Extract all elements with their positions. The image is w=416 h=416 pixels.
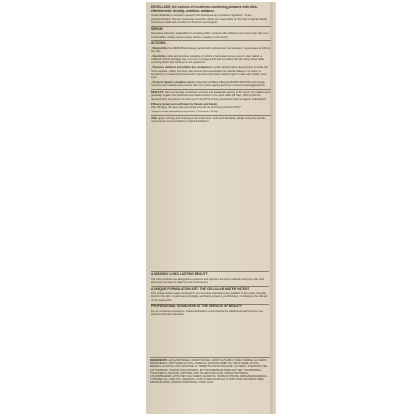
use-paragraph bbox=[151, 117, 271, 124]
ingredients-section bbox=[150, 356, 270, 384]
footnote: *Usage test under dermatological supervision, 27 volunteers, 56 days bbox=[151, 110, 219, 113]
serum-body: Nourishes intensely, redensifies for a lasting effect, restores skin radiance and more even skin tone. Comfortable, velvety serum-cream texture, powdery to the touch. bbox=[151, 32, 270, 39]
use-body: apply morning and evening to the entire face, neck and décolleté, ideally using the specific movements recommended by Institut Esthederm. bbox=[151, 116, 266, 124]
actions-heading: ACTIONS: bbox=[151, 41, 167, 46]
mission-body: Our care products are designed to preserve and optimise the skin's natural resources over time and never the skin to adapt it to its environment. bbox=[151, 277, 265, 284]
action-3-title: - Restores radiance and unifies the complexion: bbox=[151, 66, 213, 70]
mission-heading: A MISSION: LONG-LASTING BEAUTY bbox=[151, 272, 208, 277]
intro-heading: EXCELLAGE, the science of excellence combining pleasure with ultra-effectiveness: density–nutrition–radiance. bbox=[151, 5, 258, 13]
action-protects bbox=[151, 81, 271, 88]
efficacy-heading: Efficacy tested and confirmed by friends and family: bbox=[151, 102, 218, 106]
formula-heading: A UNIQUE FORMULATION ART: THE CELLULAR WATER PATENT bbox=[151, 286, 250, 291]
action-1-title: - Redensifies bbox=[151, 46, 168, 50]
action-2-title: - Nourishes bbox=[151, 54, 166, 58]
action-1-body: the REPAIR technology paired with a biomimetic micronutrient, regenerates and firms the skin. bbox=[151, 46, 271, 53]
results-heading: RESULTS: bbox=[151, 91, 165, 95]
action-2-body: noble and precious camellia oil, which is harvested once a year on Jeju Island, a UNESCO World Heritage site. It is rich in omega-3-6-9 and nourishes the skin deep down while ensuring better cell cohesion in the epidermis. bbox=[151, 54, 265, 65]
serum-heading: SERUM bbox=[151, 26, 163, 31]
results-paragraph bbox=[151, 91, 271, 101]
product-box-side-panel bbox=[146, 2, 276, 414]
knowhow-heading: PROFESSIONAL KNOW-HOW AT THE SERVICE OF BEAUTY bbox=[151, 304, 243, 309]
action-3-body: a plant-derived gluco-lipopolymer smooths the micro-surface, visibly improves skin texture and resuscitates its natural radiance. Its action is boosted by a moisturising biomimetic ingredient that better reflects light to make skin visibly more even. bbox=[151, 66, 268, 80]
action-4-body: patented GLOBAL CELLULAR PROTECTION technology counters free radicals and protects skin from photo-ageing and from environmental aggressions. bbox=[151, 81, 266, 88]
use-heading: USE: bbox=[151, 116, 158, 120]
action-nourishes bbox=[151, 55, 271, 65]
ingredients-label: INGREDIENTS: bbox=[150, 359, 168, 363]
ingredients-paragraph bbox=[150, 359, 270, 384]
intro-body: Institut Esthederm scientific research has developed an innovative ingredient, "smart polysaccharides" that can reactivate ceramide, which are responsible for the skin's natural cellular connectors which are crucial to its firmness and support. bbox=[151, 14, 268, 25]
brand-values-section bbox=[151, 270, 269, 318]
efficacy-body: After 56 days, the face was perceived to be firmer and more toned for 81%*. bbox=[151, 105, 242, 109]
knowhow-body: For an exclusive experience, Institut Esthederm recommends the treatments performed by our partners with skin expertise. bbox=[151, 309, 264, 317]
action-4-title: - Protects against oxidative stress: bbox=[151, 81, 196, 85]
formula-body: This unique active water contained in our formulas reproduces the qualities of the water naturally found in the skin. It optimises cell vitality and helps preserve youthfulness. It enhances the efficacy of our treatments. bbox=[151, 291, 268, 302]
results-body: Skin is intensely nourished, soothed and pleasantly velvety to the touch. It is radiant and gradually regains the freshness and natural colour of its youth. After 28 days, 96% of women reported their complexion is more even* and 87% of them found their face to appear redensified*. bbox=[151, 91, 270, 101]
action-redensifies bbox=[151, 47, 271, 54]
action-radiance bbox=[151, 66, 271, 80]
description-section bbox=[151, 5, 271, 125]
ingredients-body: AQUA/WATER/EAU, DIMETHICONE, CAPRYLIC/CAPRIC TRIGLYCERIDE, GLYCERIN, PROPANEDIOL, BUTYLENE GLYCOL, CAMELLIA JAPONICA SEED OIL, PENTYLENE GLYCOL, BEHENYL ALCOHOL, POLYSILICONE-11, TRIMETHYLSILOXYSILICATE, GLYCERYL STEARATE, PEG-100 STEARATE, SODIUM HYALURONATE, BUTYROSPERMUM PARKII BUTTER, TOCOPHEROL, TOCOPHERYL ACETATE, XANTHAN GUM, SCLEROTIUM GUM, PHENOXYETHANOL, CHLORPHENESIN, ETHYLHEXYLGLYCERIN, MANNITOL, SODIUM CITRATE, PARFUM/FRAGRANCE, CITRONELLOL, LINALOOL, GERANIOL, ACRYLATES/C10-30 ALKYL ACRYLATE CROSSPOLYMER, DISODIUM EDTA, SODIUM HYDROXIDE, CITRIC ACID. bbox=[150, 359, 269, 385]
